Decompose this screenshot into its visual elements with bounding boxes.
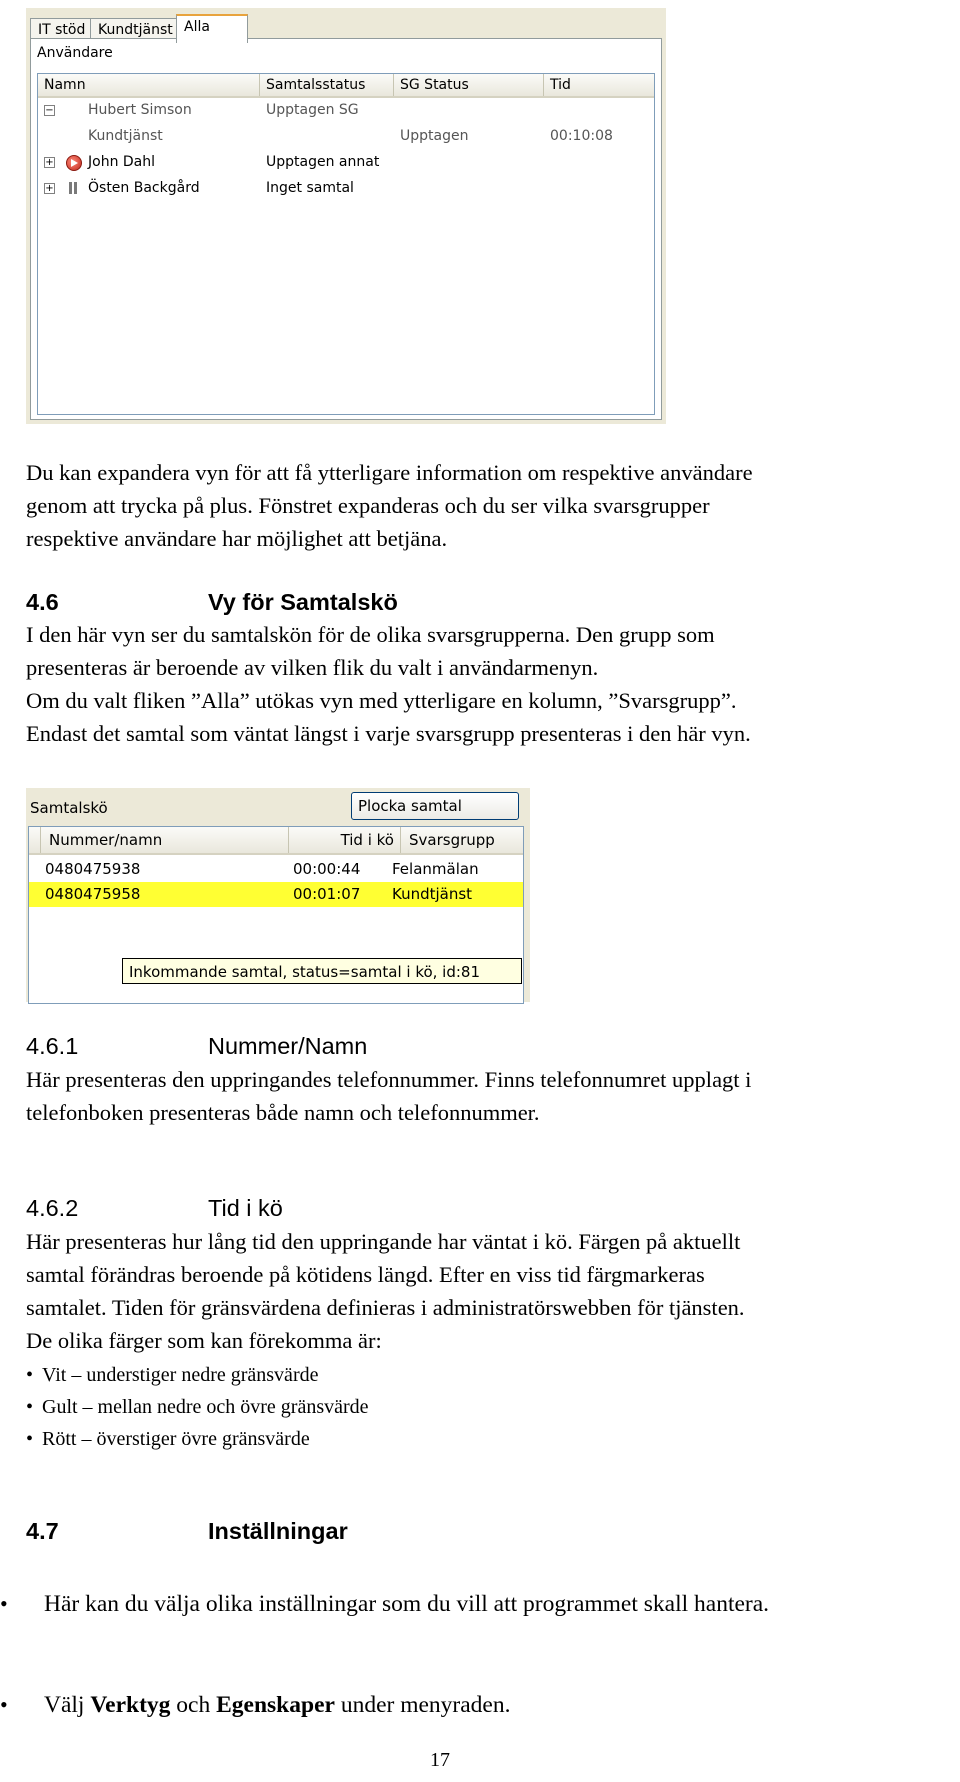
table-row-highlighted[interactable]	[29, 882, 523, 907]
queue-time: 00:01:07	[293, 885, 361, 903]
bullet-settings	[0, 1588, 944, 1620]
column-header-tid[interactable]: Tid	[550, 77, 571, 93]
section-title: Vy för Samtalskö	[208, 589, 398, 615]
queue-window-screenshot	[26, 788, 530, 1002]
section-title: Inställningar	[208, 1518, 348, 1544]
table-row[interactable]	[38, 98, 654, 122]
group-name: Kundtjänst	[88, 128, 163, 144]
text-line: genom att trycka på plus. Fönstret expanderas och du ser vilka svarsgrupper	[26, 493, 710, 518]
text-line: Om du valt fliken ”Alla” utökas vyn med ytterligare en kolumn, ”Svarsgrupp”.	[26, 688, 737, 713]
tab-it-stod[interactable]: IT stöd	[30, 18, 93, 41]
bullet-text-pre: Välj	[44, 1692, 91, 1718]
bullet-icon: •	[26, 1428, 34, 1450]
menu-egenskaper: Egenskaper	[216, 1692, 335, 1718]
user-name: Hubert Simson	[88, 102, 192, 118]
table-row[interactable]	[38, 176, 654, 200]
table-header	[29, 827, 523, 855]
menu-verktyg: Verktyg	[90, 1692, 171, 1718]
section-number: 4.6.1	[26, 1033, 79, 1059]
queue-time: 00:00:44	[293, 860, 361, 878]
bullet-icon: •	[0, 1692, 8, 1717]
sg-status: Upptagen	[400, 128, 469, 144]
list-item-red	[26, 1424, 626, 1454]
user-name: Östen Backgård	[88, 180, 200, 196]
collapse-icon[interactable]: −	[45, 105, 54, 116]
list-item-text: Gult – mellan nedre och övre gränsvärde	[42, 1396, 369, 1418]
table-header	[38, 74, 654, 98]
section-number: 4.6.2	[26, 1195, 79, 1221]
user-tabs	[30, 12, 660, 40]
table-row[interactable]	[29, 857, 523, 882]
idle-icon	[68, 182, 78, 194]
column-header-sg-status[interactable]: SG Status	[394, 74, 544, 96]
text-line: De olika färger som kan förekomma är:	[26, 1328, 382, 1353]
text-line: Du kan expandera vyn för att få ytterligare information om respektive användare	[26, 460, 753, 485]
call-status: Inget samtal	[266, 180, 354, 196]
text-line: samtalet. Tiden för gränsvärdena definieras i administratörswebben för tjänsten.	[26, 1295, 745, 1320]
column-header-samtalsstatus[interactable]: Samtalsstatus	[260, 74, 394, 96]
expand-icon[interactable]: +	[45, 157, 54, 168]
column-header-spacer	[29, 827, 41, 853]
page-number: 17	[430, 1749, 450, 1771]
section-heading-4-6-1	[26, 1031, 626, 1061]
expand-icon[interactable]: +	[45, 183, 54, 194]
list-item-text: Rött – överstiger övre gränsvärde	[42, 1428, 310, 1450]
queue-title: Samtalskö	[30, 799, 108, 817]
table-row[interactable]	[38, 150, 654, 174]
paragraph-number-name	[26, 1063, 956, 1129]
paragraph-samtalsko	[26, 618, 956, 750]
tab-alla[interactable]: Alla	[176, 14, 248, 43]
list-item-yellow	[26, 1392, 626, 1422]
panel-title: Användare	[37, 45, 113, 61]
caller-number: 0480475938	[45, 860, 141, 878]
user-name: John Dahl	[88, 154, 156, 170]
section-heading-4-6-2	[26, 1193, 626, 1223]
column-header-queue-time[interactable]: Tid i kö	[289, 827, 401, 853]
section-heading-4-6	[26, 587, 626, 617]
call-status: Upptagen annat	[266, 154, 380, 170]
text-line: presenteras är beroende av vilken flik du valt i användarmenyn.	[26, 655, 599, 680]
bullet-icon: •	[26, 1396, 34, 1418]
caller-number: 0480475958	[45, 885, 141, 903]
users-table	[37, 73, 655, 415]
section-number: 4.7	[26, 1518, 59, 1544]
queue-table	[28, 826, 524, 1004]
text-line: respektive användare har möjlighet att betjäna.	[26, 526, 448, 551]
bullet-text-post: under menyraden.	[334, 1692, 511, 1718]
tab-kundtjanst[interactable]: Kundtjänst	[90, 18, 181, 41]
list-item-white	[26, 1360, 626, 1390]
paragraph-queue-time	[26, 1225, 956, 1357]
section-heading-4-7	[26, 1516, 626, 1546]
section-title: Nummer/Namn	[208, 1033, 368, 1059]
list-item-text: Vit – understiger nedre gränsvärde	[42, 1364, 319, 1386]
answer-group: Felanmälan	[392, 860, 479, 878]
text-line: samtal förändras beroende på kötidens längd. Efter en viss tid färgmarkeras	[26, 1262, 705, 1287]
text-line: Endast det samtal som väntat längst i varje svarsgrupp presenteras i den här vyn.	[26, 721, 751, 746]
column-header-group[interactable]: Svarsgrupp	[409, 831, 495, 849]
text-line: Här presenteras den uppringandes telefonnummer. Finns telefonnumret upplagt i	[26, 1067, 752, 1092]
text-line: telefonboken presenteras både namn och telefonnummer.	[26, 1100, 540, 1125]
table-row[interactable]	[38, 124, 654, 148]
call-status: Upptagen SG	[266, 102, 359, 118]
section-number: 4.6	[26, 589, 59, 615]
bullet-text: Här kan du välja olika inställningar som du vill att programmet skall hantera.	[44, 1591, 770, 1617]
bullet-text-mid: och	[170, 1692, 217, 1718]
column-header-number[interactable]: Nummer/namn	[41, 827, 289, 853]
time-value: 00:10:08	[550, 128, 613, 144]
users-window-screenshot	[26, 8, 666, 424]
users-panel	[30, 38, 662, 420]
section-title: Tid i kö	[208, 1195, 283, 1221]
text-line: I den här vyn ser du samtalskön för de olika svarsgrupperna. Den grupp som	[26, 622, 715, 647]
pick-call-button[interactable]: Plocka samtal	[351, 792, 519, 820]
bullet-icon: •	[26, 1364, 34, 1386]
paragraph-expand-info	[26, 456, 956, 555]
text-line: Här presenteras hur lång tid den uppringande har väntat i kö. Färgen på aktuellt	[26, 1229, 741, 1254]
bullet-icon: •	[0, 1591, 8, 1616]
call-tooltip: Inkommande samtal, status=samtal i kö, id:81	[122, 958, 522, 984]
answer-group: Kundtjänst	[392, 885, 473, 903]
call-active-icon	[66, 155, 82, 171]
bullet-tools	[0, 1689, 944, 1721]
column-header-namn[interactable]: Namn	[38, 74, 260, 96]
